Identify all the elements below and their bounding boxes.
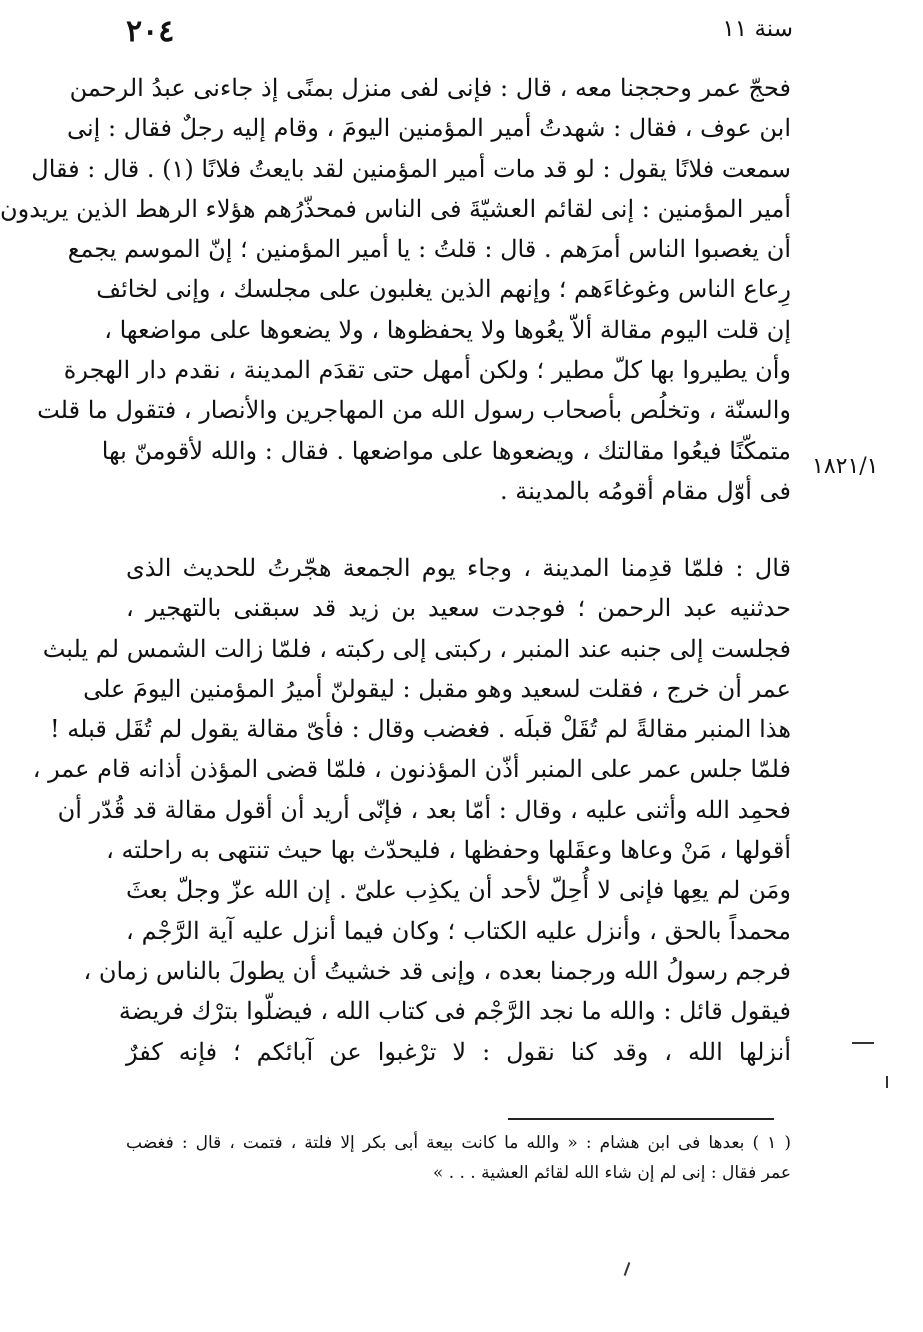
text-line: هذا المنبر مقالةً لم تُقَلْ قبلَه . فغضب وقال : فأىّ مقالة يقول لم تُقَل قبله ! [50,715,791,744]
stray-ink-mark [624,1262,631,1276]
text-line: ومَن لم يعِها فإنى لا أُحِلّ لأحد أن يكذِب علىّ . إن الله عزّ وجلّ بعثَ [126,876,791,905]
text-line: فيقول قائل : والله ما نجد الرَّجْم فى كتاب الله ، فيضلّوا بترْك فريضة [118,997,791,1026]
text-line: فحمِد الله وأثنى عليه ، وقال : أمّا بعد ، فإنّى أريد أن أقول مقالة قد قُدّر أن [57,795,791,824]
text-line: قال : فلمّا قدِمنا المدينة ، وجاء يوم الجمعة هجّرتُ للحديث الذى [126,554,791,582]
text-line: فرجم رسولُ الله ورجمنا بعده ، وإنى قد خشيتُ أن يطولَ بالناس زمان ، [83,956,791,985]
footnote [126,1128,791,1188]
text-line: والسنّة ، وتخلُص بأصحاب رسول الله من المهاجرين والأنصار ، فتقول ما قلت [37,396,791,425]
footnote-rule [508,1118,774,1120]
paragraph-1 [0,68,791,511]
text-line: رِعاع الناس وغوغاءَهم ؛ وإنهم الذين يغلبون على مجلسك ، وإنى لخائف [96,275,791,304]
text-line: إن قلت اليوم مقالة ألاّ يعُوها ولا يحفظوها ، ولا يضعوها على مواضعها ، [104,315,791,344]
margin-note: ١٨٢١/١ [812,454,879,479]
footnote-line: ( ١ ) بعدها فى ابن هشام : « والله ما كانت بيعة أبى بكر إلا فلتة ، فتمت ، قال : فغضب [126,1133,791,1153]
margin-dash-mark [852,1042,874,1044]
text-line: أنزلها الله ، وقد كنا نقول : لا ترْغبوا عن آبائكم ؛ فإنه كفرٌ [126,1037,791,1066]
page-number: ٢٠٤ [126,14,175,49]
text-line: أمير المؤمنين : إنى لقائم العشيّةَ فى الناس فمحذّرُهم هؤلاء الرهط الذين يريدون [0,194,791,223]
text-line: وأن يطيروا بها كلّ مطير ؛ ولكن أمهل حتى تقدَم المدينة ، نقدم دار الهجرة [63,356,791,385]
text-line: حدثنيه عبد الرحمن ؛ فوجدت سعيد بن زيد قد سبقنى بالتهجير ، [126,594,791,623]
text-line: فجلست إلى جنبه عند المنبر ، ركبتى إلى ركبته ، فلمّا زالت الشمس لم يلبث [42,634,791,663]
text-line: متمكّنًا فيعُوا مقالتك ، ويضعوها على مواضعها . فقال : والله لأقومنّ بها [101,436,791,465]
margin-tick-mark [886,1076,888,1088]
text-line: ابن عوف ، فقال : شهدتُ أمير المؤمنين اليومَ ، وقام إليه رجلٌ فقال : إنى [66,114,791,143]
paragraph-2 [32,548,791,1072]
footnote-line: عمر فقال : إنى لم إن شاء الله لقائم العشية . . . » [432,1163,791,1183]
text-line: فى أوّل مقام أقومُه بالمدينة . [500,476,791,505]
text-line: أن يغصبوا الناس أمرَهم . قال : قلتُ : يا أمير المؤمنين ؛ إنّ الموسم يجمع [67,235,791,264]
text-line: فحجّ عمر وحججنا معه ، قال : فإنى لفى منزل بمنًى إذ جاءنى عبدُ الرحمن [69,74,791,102]
text-line: فلمّا جلس عمر على المنبر أذّن المؤذنون ، فلمّا قضى المؤذن أذانه قام عمر ، [32,755,791,784]
running-head: سنة ١١ [722,16,793,42]
text-line: سمعت فلانًا يقول : لو قد مات أمير المؤمنين لقد بايعتُ فلانًا (١) . قال : فقال [31,154,791,183]
text-line: أقولها ، مَنْ وعاها وعقَلها وحفظها ، فليحدّث بها حيث تنتهى به راحلته ، [106,836,791,865]
text-line: محمداً بالحق ، وأنزل عليه الكتاب ؛ وكان فيما أنزل عليه آية الرَّجْم ، [126,916,791,945]
text-line: عمر أن خرج ، فقلت لسعيد وهو مقبل : ليقولنّ أميرُ المؤمنين اليومَ على [83,674,791,703]
